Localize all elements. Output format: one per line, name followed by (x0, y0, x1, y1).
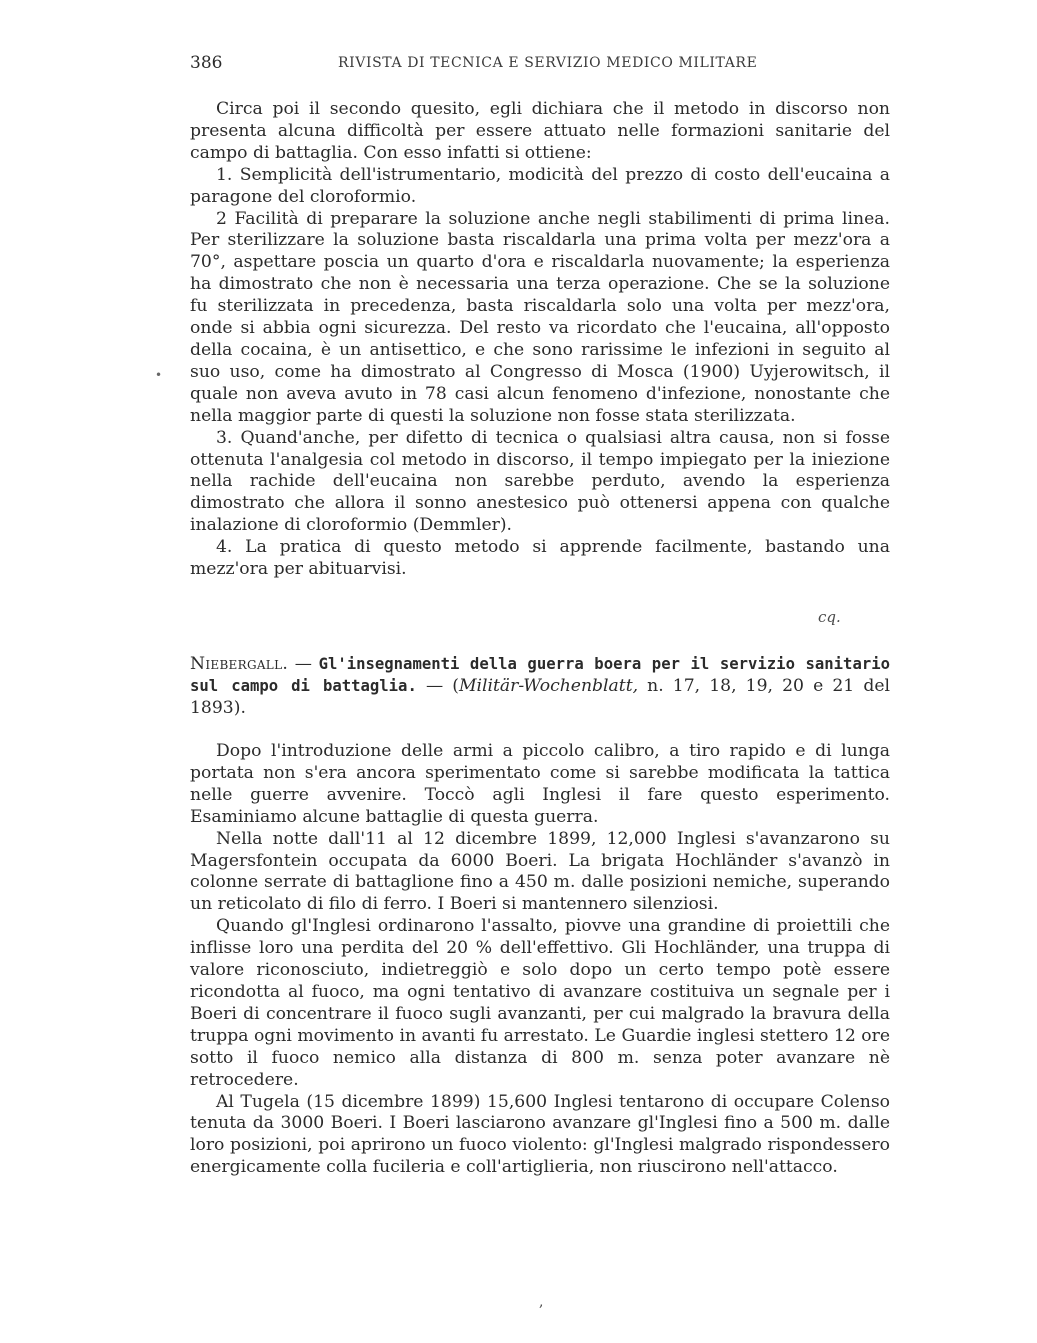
margin-mark: • (155, 368, 163, 382)
running-head: RIVISTA DI TECNICA E SERVIZIO MEDICO MILITARE (338, 55, 758, 71)
article-1-paragraph: Circa poi il secondo quesito, egli dichiara che il metodo in discorso non presenta alcuna difficoltà per essere attuato nelle formazioni sanitarie del campo di battaglia. Con esso infatti si ottiene: (190, 99, 890, 163)
page-header (190, 53, 890, 75)
article-2-body (190, 741, 890, 1179)
article-2-title: Gl'insegnamenti della guerra boera per il servizio sanitario sul campo di battaglia. (190, 655, 890, 695)
bottom-mark: , (539, 1294, 544, 1310)
article-2-heading (190, 654, 890, 720)
article-2-dash: — (288, 654, 319, 674)
article-1-paragraph: 1. Semplicità dell'istrumentario, modicità del prezzo di costo dell'eucaina a paragone del cloroformio. (190, 164, 890, 207)
article-2-paragraph: Nella notte dall'11 al 12 dicembre 1899, 12,000 Inglesi s'avanzarono su Magersfontein occupata da 6000 Boeri. La brigata Hochländer s'avanzò in colonne serrate di battaglione fino a 450 m. dalle posizioni nemiche, superando un reticolato di filo di ferro. I Boeri si mantennero silenziosi. (190, 828, 890, 915)
article-2-source-details: n. 17, 18, 19, 20 e 21 del 1893). (190, 675, 890, 718)
article-2-author: Niebergall. (190, 654, 289, 674)
article-2 (190, 654, 890, 720)
article-1-body (190, 99, 890, 581)
article-1-paragraph: 3. Quand'anche, per difetto di tecnica o qualsiasi altra causa, non si fosse ottenuta l'analgesia col metodo in discorso, il tempo impiegato per la iniezione nella rachide dell'eucaina non sarebbe perduto, avendo la esperienza dimostrato che allora il sonno anestesico può ottenersi appena con qualche inalazione di cloroformio (Demmler). (190, 427, 890, 536)
article-2-paragraph: Quando gl'Inglesi ordinarono l'assalto, piovve una grandine di proiettili che inflisse loro una perdita del 20 % dell'effettivo. Gli Hochländer, una truppa di valore riconosciuto, indietreggiò e solo dopo un certo tempo potè essere ricondotta al fuoco, ma ogni tentativo di avanzare costituiva un segnale per i Boeri di concentrare il fuoco sugli avanzanti, per cui malgrado la bravura della truppa ogni movimento in avanti fu arrestato. Le Guardie inglesi stettero 12 ore sotto il fuoco nemico alla distanza di 800 m. senza poter avanzare nè retrocedere. (190, 916, 890, 1090)
article-2-paragraph: Dopo l'introduzione delle armi a piccolo calibro, a tiro rapido e di lunga portata non s'era ancora sperimentato come si sarebbe modificata la tattica nelle guerre avvenire. Toccò agli Inglesi il fare questo esperimento. Esaminiamo alcune battaglie di questa guerra. (190, 741, 890, 827)
article-2-source-open: — ( (416, 675, 459, 696)
page-number: 386 (190, 53, 223, 73)
article-1-paragraph: 2 Facilità di preparare la soluzione anche negli stabilimenti di prima linea. Per sterilizzare la soluzione basta riscaldarla una prima volta per mezz'ora a 70°, aspettare poscia un quarto d'ora e riscaldarla nuovamente; la esperienza ha dimostrato che non è necessaria una terza operazione. Che se la soluzione fu sterilizzata in precedenza, basta riscaldarla solo una volta per mezz'ora, onde si abbia ogni sicurezza. Del resto va ricordato che l'eucaina, all'opposto della cocaina, è un antisettico, e che sono rarissime le infezioni in seguito al suo uso, come ha dimostrato al Congresso di Mosca (1900) Uyjerowitsch, il quale non aveva avuto in 78 casi alcun fenomeno d'infezione, nonostante che nella maggior parte di questi la soluzione non fosse stata sterilizzata. (190, 208, 890, 426)
article-1-paragraph: 4. La pratica di questo metodo si apprende facilmente, bastando una mezz'ora per abituarvisi. (190, 537, 890, 580)
article-2-journal: Militär-Wochenblatt, (458, 675, 639, 696)
article-2-paragraph: Al Tugela (15 dicembre 1899) 15,600 Inglesi tentarono di occupare Colenso tenuta da 3000 Boeri. I Boeri lasciarono avanzare gl'Inglesi fino a 500 m. dalle loro posizioni, poi aprirono un fuoco violento: gl'Inglesi malgrado rispondessero energicamente colla fucileria e coll'artiglieria, non riuscirono nell'attacco. (190, 1091, 890, 1178)
article-1-signature: cq. (818, 608, 841, 626)
